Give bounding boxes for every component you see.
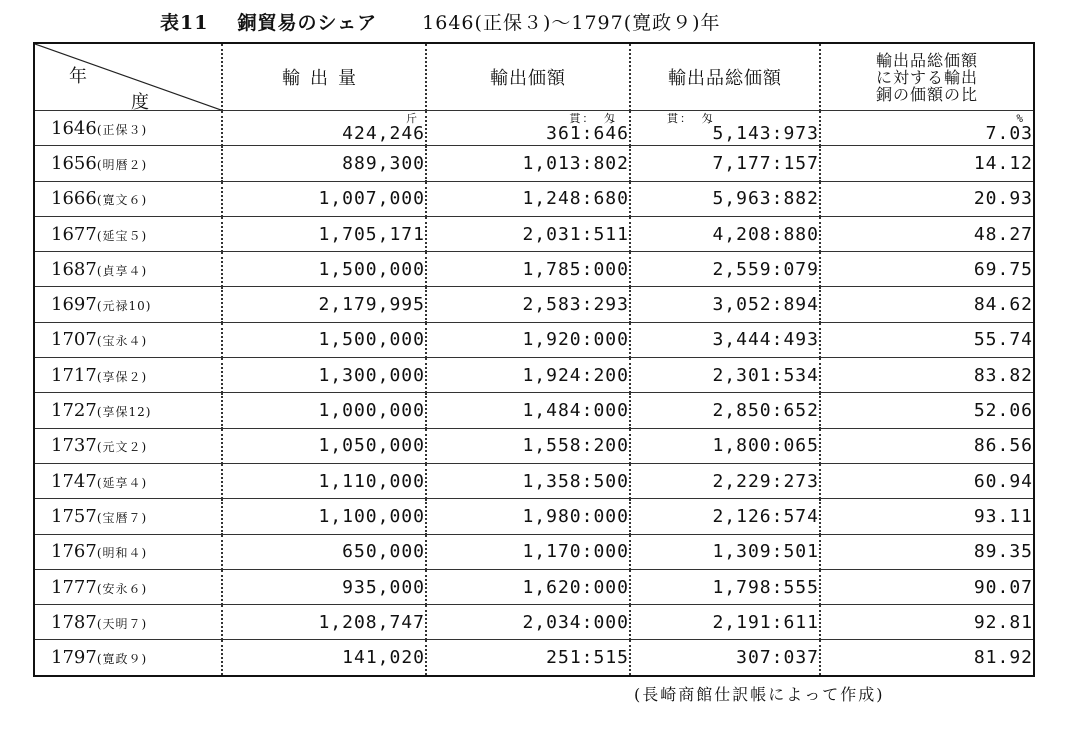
year-value: 1767 <box>51 541 97 563</box>
table-row <box>34 499 1034 534</box>
unit-label: 貫： 匁 <box>667 112 715 126</box>
total-export-value-cell <box>630 358 820 393</box>
export-volume-cell <box>222 605 426 640</box>
cell-value: 650,000 <box>342 541 425 563</box>
cell-value: 1,620:000 <box>522 576 629 598</box>
copper-ratio-cell <box>820 499 1034 534</box>
year-cell <box>34 499 222 534</box>
table-title <box>160 8 940 36</box>
table-row <box>34 534 1034 569</box>
cell-value: 60.94 <box>973 470 1033 492</box>
cell-value: 7,177:157 <box>712 152 819 174</box>
year-value: 1656 <box>51 152 97 174</box>
header-total-export-value: 輸出品総価額 <box>630 43 820 111</box>
export-volume-cell <box>222 393 426 428</box>
cell-value: 1,007,000 <box>318 188 425 210</box>
copper-ratio-cell <box>820 252 1034 287</box>
cell-value: 2,559:079 <box>712 258 819 280</box>
year-cell <box>34 322 222 357</box>
export-volume-cell <box>222 428 426 463</box>
year-cell <box>34 463 222 498</box>
copper-ratio-cell <box>820 358 1034 393</box>
year-cell <box>34 428 222 463</box>
diagonal-divider <box>35 44 221 110</box>
total-export-value-cell <box>630 393 820 428</box>
export-volume-cell <box>222 287 426 322</box>
year-value: 1697 <box>51 294 97 316</box>
cell-value: 1,013:802 <box>522 152 629 174</box>
era-name: (明暦２) <box>96 157 148 172</box>
total-export-value-cell <box>630 216 820 251</box>
copper-ratio-cell <box>820 146 1034 181</box>
total-export-value-cell <box>630 499 820 534</box>
table-number: 表11 <box>160 12 209 34</box>
header-copper-ratio <box>820 43 1034 111</box>
header-export-volume: 輸出量 <box>222 43 426 111</box>
export-volume-cell <box>222 252 426 287</box>
year-value: 1666 <box>51 188 97 210</box>
cell-value: 3,444:493 <box>712 329 819 351</box>
export-value-cell <box>426 463 630 498</box>
cell-value: 2,179,995 <box>318 294 425 316</box>
export-volume-cell <box>222 216 426 251</box>
unit-label: 貫： 匁 <box>569 112 617 126</box>
cell-value: 1,800:065 <box>712 435 819 457</box>
table-row <box>34 181 1034 216</box>
export-value-cell <box>426 393 630 428</box>
export-volume-cell <box>222 534 426 569</box>
export-volume-cell <box>222 358 426 393</box>
cell-value: 90.07 <box>973 576 1033 598</box>
copper-ratio-cell <box>820 181 1034 216</box>
total-export-value-cell <box>630 146 820 181</box>
year-cell <box>34 534 222 569</box>
table-row <box>34 146 1034 181</box>
table-row <box>34 252 1034 287</box>
header-export-value: 輸出価額 <box>426 43 630 111</box>
year-value: 1797 <box>51 647 97 669</box>
year-value: 1727 <box>51 400 97 422</box>
cell-value: 307:037 <box>736 647 819 669</box>
export-value-cell <box>426 640 630 676</box>
cell-value: 55.74 <box>973 329 1033 351</box>
year-value: 1737 <box>51 435 97 457</box>
era-name: (正保３) <box>96 122 148 137</box>
header-year-top: 年 <box>69 66 87 87</box>
cell-value: 1,980:000 <box>522 505 629 527</box>
total-export-value-cell <box>630 605 820 640</box>
table-row <box>34 569 1034 604</box>
era-name: (享保12) <box>96 405 152 420</box>
era-name: (天明７) <box>96 616 148 631</box>
export-value-cell <box>426 181 630 216</box>
export-volume-cell <box>222 463 426 498</box>
cell-value: 1,050,000 <box>318 435 425 457</box>
header-ratio-line-3: 銅の価額の比 <box>875 84 978 104</box>
cell-value: 1,920:000 <box>522 329 629 351</box>
table-row <box>34 111 1034 146</box>
export-value-cell <box>426 111 630 146</box>
copper-ratio-cell <box>820 111 1034 146</box>
table-row <box>34 393 1034 428</box>
cell-value: 92.81 <box>973 611 1033 633</box>
export-value-cell <box>426 216 630 251</box>
export-value-cell <box>426 499 630 534</box>
table-period: 1646(正保３)〜1797(寛政９)年 <box>422 12 721 34</box>
era-name: (元禄10) <box>96 299 152 314</box>
total-export-value-cell <box>630 322 820 357</box>
cell-value: 84.62 <box>973 294 1033 316</box>
export-volume-cell <box>222 146 426 181</box>
cell-value: 1,100,000 <box>318 505 425 527</box>
total-export-value-cell <box>630 111 820 146</box>
cell-value: 52.06 <box>973 400 1033 422</box>
cell-value: 1,000,000 <box>318 400 425 422</box>
era-name: (寛政９) <box>96 652 148 667</box>
export-value-cell <box>426 569 630 604</box>
cell-value: 20.93 <box>973 188 1033 210</box>
cell-value: 1,110,000 <box>318 470 425 492</box>
cell-value: 7.03 <box>985 123 1033 145</box>
header-row <box>34 43 1034 111</box>
table-row <box>34 463 1034 498</box>
cell-value: 2,301:534 <box>712 364 819 386</box>
cell-value: 1,785:000 <box>522 258 629 280</box>
export-value-cell <box>426 252 630 287</box>
year-value: 1787 <box>51 611 97 633</box>
cell-value: 2,850:652 <box>712 400 819 422</box>
cell-value: 81.92 <box>973 647 1033 669</box>
cell-value: 1,170:000 <box>522 541 629 563</box>
cell-value: 14.12 <box>973 152 1033 174</box>
header-year-bottom: 度 <box>131 92 149 113</box>
export-value-cell <box>426 322 630 357</box>
export-volume-cell <box>222 181 426 216</box>
export-value-cell <box>426 287 630 322</box>
cell-value: 251:515 <box>546 647 629 669</box>
cell-value: 5,963:882 <box>712 188 819 210</box>
year-cell <box>34 111 222 146</box>
table-row <box>34 605 1034 640</box>
total-export-value-cell <box>630 428 820 463</box>
copper-ratio-cell <box>820 428 1034 463</box>
year-cell <box>34 358 222 393</box>
era-name: (明和４) <box>96 546 148 561</box>
source-note: (長崎商館仕訳帳によって作成) <box>634 685 885 704</box>
year-value: 1646 <box>51 117 97 139</box>
copper-ratio-cell <box>820 534 1034 569</box>
cell-value: 93.11 <box>973 505 1033 527</box>
export-value-cell <box>426 146 630 181</box>
export-volume-cell <box>222 322 426 357</box>
table-row <box>34 287 1034 322</box>
table-row <box>34 216 1034 251</box>
year-cell <box>34 181 222 216</box>
year-cell <box>34 393 222 428</box>
cell-value: 2,034:000 <box>522 611 629 633</box>
cell-value: 361:646 <box>546 123 629 145</box>
cell-value: 1,309:501 <box>712 541 819 563</box>
cell-value: 1,705,171 <box>318 223 425 245</box>
export-volume-cell <box>222 111 426 146</box>
year-value: 1757 <box>51 505 97 527</box>
export-value-cell <box>426 534 630 569</box>
year-cell <box>34 146 222 181</box>
copper-ratio-cell <box>820 393 1034 428</box>
era-name: (延宝５) <box>96 228 148 243</box>
cell-value: 2,126:574 <box>712 505 819 527</box>
cell-value: 86.56 <box>973 435 1033 457</box>
header-year <box>34 43 222 111</box>
cell-value: 2,191:611 <box>712 611 819 633</box>
cell-value: 3,052:894 <box>712 294 819 316</box>
unit-label: 斤 <box>406 112 419 126</box>
cell-value: 83.82 <box>973 364 1033 386</box>
cell-value: 1,500,000 <box>318 329 425 351</box>
era-name: (安永６) <box>96 581 148 596</box>
export-value-cell <box>426 358 630 393</box>
export-volume-cell <box>222 499 426 534</box>
year-cell <box>34 640 222 676</box>
cell-value: 424,246 <box>342 123 425 145</box>
cell-value: 48.27 <box>973 223 1033 245</box>
total-export-value-cell <box>630 252 820 287</box>
year-cell <box>34 605 222 640</box>
year-value: 1687 <box>51 258 97 280</box>
era-name: (貞享４) <box>96 263 148 278</box>
cell-value: 1,484:000 <box>522 400 629 422</box>
cell-value: 4,208:880 <box>712 223 819 245</box>
cell-value: 2,031:511 <box>522 223 629 245</box>
era-name: (延享４) <box>96 475 148 490</box>
cell-value: 1,300,000 <box>318 364 425 386</box>
table-row <box>34 322 1034 357</box>
copper-ratio-cell <box>820 322 1034 357</box>
export-volume-cell <box>222 640 426 676</box>
cell-value: 141,020 <box>342 647 425 669</box>
copper-ratio-cell <box>820 605 1034 640</box>
copper-ratio-cell <box>820 216 1034 251</box>
total-export-value-cell <box>630 640 820 676</box>
era-name: (宝永４) <box>96 334 148 349</box>
export-value-cell <box>426 605 630 640</box>
era-name: (宝暦７) <box>96 510 148 525</box>
cell-value: 2,583:293 <box>522 294 629 316</box>
total-export-value-cell <box>630 534 820 569</box>
year-cell <box>34 216 222 251</box>
cell-value: 935,000 <box>342 576 425 598</box>
year-cell <box>34 252 222 287</box>
cell-value: 1,558:200 <box>522 435 629 457</box>
cell-value: 1,798:555 <box>712 576 819 598</box>
cell-value: 1,208,747 <box>318 611 425 633</box>
year-cell <box>34 287 222 322</box>
table-row <box>34 428 1034 463</box>
cell-value: 2,229:273 <box>712 470 819 492</box>
cell-value: 1,924:200 <box>522 364 629 386</box>
year-value: 1747 <box>51 470 97 492</box>
cell-value: 1,358:500 <box>522 470 629 492</box>
cell-value: 89.35 <box>973 541 1033 563</box>
year-value: 1777 <box>51 576 97 598</box>
total-export-value-cell <box>630 287 820 322</box>
cell-value: 889,300 <box>342 152 425 174</box>
total-export-value-cell <box>630 569 820 604</box>
copper-ratio-cell <box>820 287 1034 322</box>
cell-value: 69.75 <box>973 258 1033 280</box>
cell-value: 1,500,000 <box>318 258 425 280</box>
era-name: (寛文６) <box>96 193 148 208</box>
year-value: 1717 <box>51 364 97 386</box>
cell-value: 1,248:680 <box>522 188 629 210</box>
table-body <box>34 111 1034 676</box>
header-ratio-line-1: 輸出品総価額 <box>875 50 978 70</box>
era-name: (享保２) <box>96 369 148 384</box>
export-volume-cell <box>222 569 426 604</box>
cell-value: 5,143:973 <box>712 123 819 145</box>
table-row <box>34 640 1034 676</box>
era-name: (元文２) <box>96 440 148 455</box>
copper-ratio-cell <box>820 640 1034 676</box>
copper-ratio-cell <box>820 463 1034 498</box>
export-value-cell <box>426 428 630 463</box>
table-name: 銅貿易のシェア <box>237 12 378 34</box>
copper-ratio-cell <box>820 569 1034 604</box>
table-row <box>34 358 1034 393</box>
unit-label: % <box>1016 112 1025 126</box>
year-value: 1707 <box>51 329 97 351</box>
total-export-value-cell <box>630 463 820 498</box>
header-ratio-line-2: に対する輸出 <box>875 67 978 87</box>
year-value: 1677 <box>51 223 97 245</box>
copper-trade-table <box>33 42 1035 677</box>
total-export-value-cell <box>630 181 820 216</box>
year-cell <box>34 569 222 604</box>
